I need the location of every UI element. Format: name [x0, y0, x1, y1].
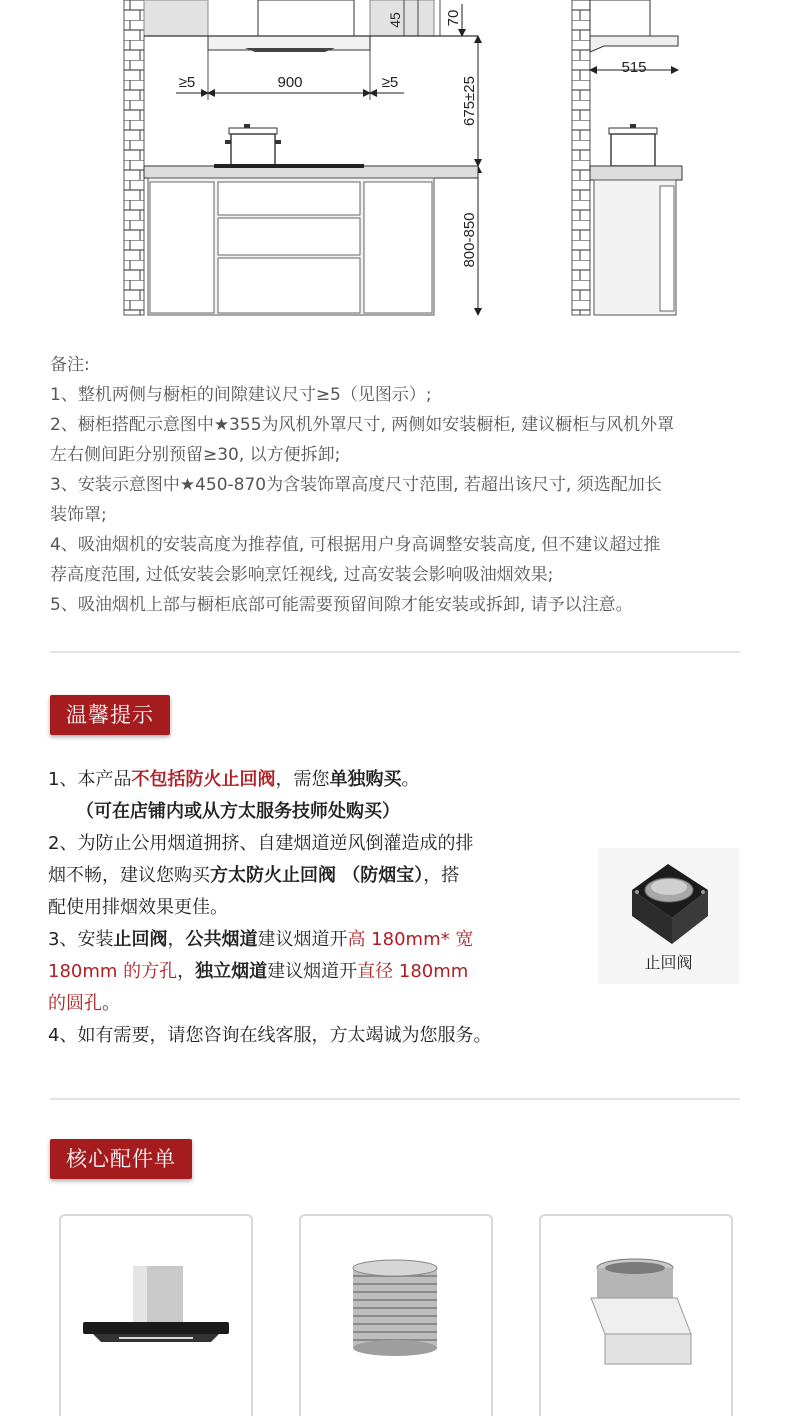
note-line: 左右侧间距分别预留≥30, 以方便拆卸;	[50, 445, 341, 465]
note-line: 装饰罩;	[50, 505, 107, 525]
check-valve-label: 止回阀	[644, 953, 693, 972]
dim-gap-left: ≥5	[178, 74, 196, 91]
section-divider	[50, 651, 740, 653]
part-card-check-valve	[539, 1214, 733, 1416]
check-valve-card	[598, 848, 739, 984]
tip-line-2: （可在店铺内或从方太服务技师处购买）	[76, 801, 400, 822]
note-line: 荐高度范围, 过低安装会影响烹饪视线, 过高安装会影响吸油烟效果;	[50, 565, 554, 585]
tips-section	[48, 764, 548, 1052]
tip-line-4: 烟不畅，建议您购买方太防火止回阀 （防烟宝），搭	[48, 865, 460, 886]
part-card-exhaust-duct	[299, 1214, 493, 1416]
side-chimney	[590, 0, 650, 36]
check-valve-image	[620, 856, 716, 948]
note-line: 4、吸油烟机的安装高度为推荐值, 可根据用户身高调整安装高度, 但不建议超过推	[50, 535, 661, 555]
dim-hood-height: 675±25	[461, 76, 478, 126]
notes-heading: 备注:	[50, 355, 90, 375]
check-valve-part-image	[541, 1216, 731, 1416]
dim-depth: 515	[621, 59, 647, 76]
dim-top-70: 70	[445, 9, 462, 27]
tips-tag: 温馨提示	[50, 695, 170, 735]
dim-gap-right: ≥5	[381, 74, 399, 91]
hob	[214, 164, 364, 168]
side-countertop	[590, 166, 682, 180]
note-line: 2、橱柜搭配示意图中★355为风机外罩尺寸, 两侧如安装橱柜, 建议橱柜与风机外罩	[50, 415, 675, 435]
section-divider	[50, 1098, 740, 1100]
tip-line-6: 3、安装止回阀，公共烟道建议烟道开高 180mm* 宽	[48, 929, 474, 950]
note-line: 1、整机两侧与橱柜的间隙建议尺寸≥5（见图示）;	[50, 385, 432, 405]
tip-line-7: 180mm 的方孔，独立烟道建议烟道开直径 180mm	[48, 961, 469, 982]
dim-top-cut: 45	[387, 12, 403, 28]
upper-cabinet-left	[144, 0, 208, 36]
range-hood-front	[208, 36, 370, 50]
side-hood	[590, 36, 678, 52]
pot-front	[225, 124, 281, 166]
parts-tag: 核心配件单	[50, 1139, 192, 1179]
brick-wall-side	[572, 0, 590, 315]
exhaust-duct-image	[301, 1216, 491, 1416]
tip-line-9: 4、如有需要，请您咨询在线客服，方太竭诚为您服务。	[48, 1025, 492, 1046]
hood-light-strip	[245, 48, 335, 52]
tip-line-8: 的圆孔。	[48, 993, 120, 1014]
installation-diagram	[0, 0, 790, 340]
range-hood-image	[61, 1216, 251, 1416]
tip-line-5: 配使用排烟效果更佳。	[48, 897, 228, 918]
notes-section	[50, 350, 750, 620]
tip-line-3: 2、为防止公用烟道拥挤、自建烟道逆风倒灌造成的排	[48, 833, 474, 854]
part-card-range-hood	[59, 1214, 253, 1416]
tip-line-1: 1、本产品不包括防火止回阀，需您单独购买。	[48, 769, 420, 790]
note-line: 5、吸油烟机上部与橱柜底部可能需要预留间隙才能安装或拆卸, 请予以注意。	[50, 595, 633, 615]
pot-side	[609, 124, 657, 166]
brick-wall-left	[124, 0, 144, 315]
dim-cabinet-height: 800-850	[461, 212, 478, 268]
dim-hood-width: 900	[277, 74, 303, 91]
note-line: 3、安装示意图中★450-870为含装饰罩高度尺寸范围, 若超出该尺寸, 须选配加长	[50, 475, 662, 495]
hood-chimney	[258, 0, 354, 36]
